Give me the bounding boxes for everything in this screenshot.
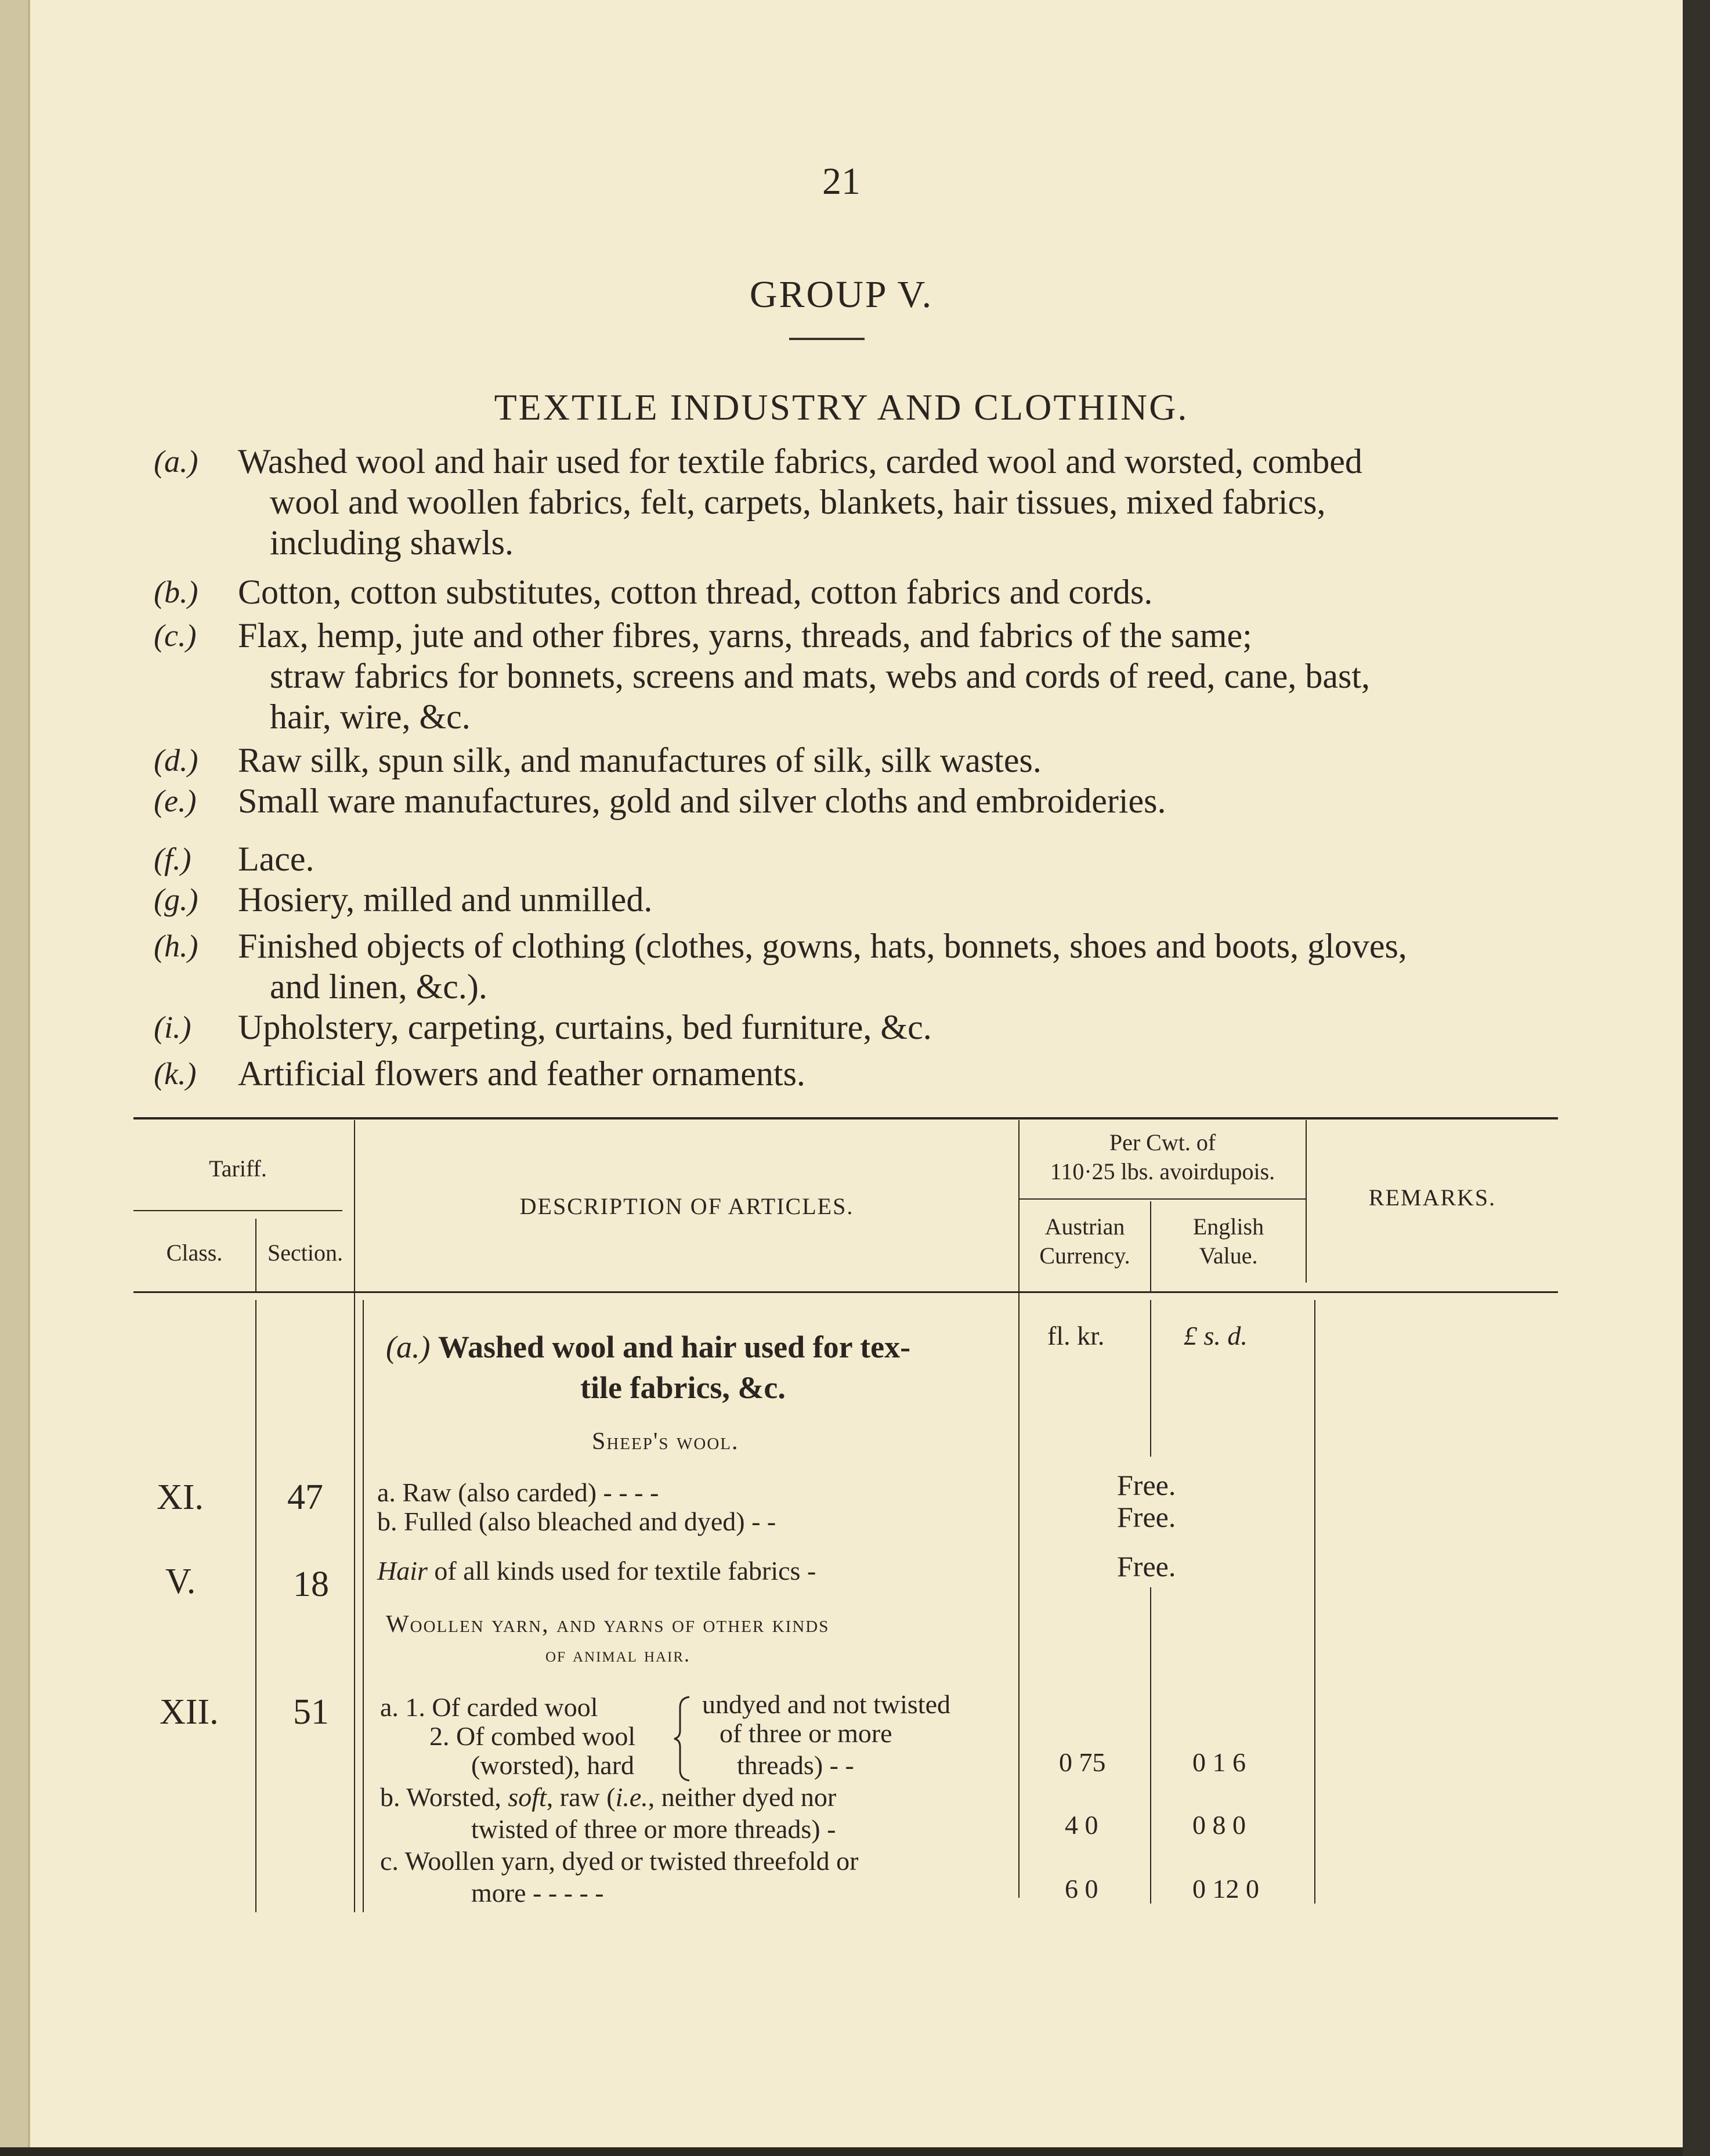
item-text: and linen, &c.). <box>270 967 487 1006</box>
worsted-hard-desc: (worsted), hard <box>471 1750 635 1780</box>
header-per-cwt-2: 110·25 lbs. avoirdupois. <box>1050 1158 1275 1184</box>
item-text: Finished objects of clothing (clothes, gowns, hats, bonnets, shoes and boots, gloves, <box>238 927 1407 965</box>
unit-english: £ s. d. <box>1184 1321 1248 1350</box>
group-heading <box>386 1329 910 1365</box>
item-text: wool and woollen fabrics, felt, carpets, blankets, hair tissues, mixed fabrics, <box>270 483 1326 521</box>
list-item <box>154 781 1558 821</box>
item-label: (k.) <box>154 1056 197 1091</box>
group-title: GROUP V. <box>749 273 934 316</box>
item-text: Artificial flowers and feather ornaments. <box>238 1054 805 1093</box>
hair-desc-rest: of all kinds used for textile fabrics - <box>427 1556 816 1586</box>
fulled-wool-value: Free. <box>1117 1501 1176 1533</box>
section-51: 51 <box>293 1692 329 1732</box>
header-class: Class. <box>166 1240 223 1266</box>
item-label: (f.) <box>154 842 191 876</box>
column-rule <box>1150 1587 1151 1904</box>
book-gutter <box>0 0 28 2147</box>
gutter-edge <box>28 0 30 2147</box>
carded-wool-desc: a. 1. Of carded wool <box>380 1692 598 1722</box>
section-47: 47 <box>287 1478 323 1517</box>
list-item <box>154 926 1558 1007</box>
section-title: TEXTILE INDUSTRY AND CLOTHING. <box>494 387 1189 428</box>
class-xi: XI. <box>157 1478 204 1517</box>
column-rule <box>255 1300 256 1912</box>
header-per-cwt-1: Per Cwt. of <box>1109 1129 1216 1155</box>
fulled-wool-desc: b. Fulled (also bleached and dyed) - - <box>377 1507 776 1536</box>
item-label: (i.) <box>154 1010 191 1045</box>
worsted-soft-desc: b. Worsted, soft, raw (i.e., neither dyed nor <box>380 1782 837 1812</box>
raw-wool-value: Free. <box>1117 1469 1176 1501</box>
soft-worsted-english: 0 8 0 <box>1192 1810 1246 1840</box>
item-text: Lace. <box>238 840 314 878</box>
list-item <box>154 441 1558 563</box>
column-rule <box>1314 1300 1315 1904</box>
item-label: (c.) <box>154 618 197 653</box>
soft-worsted-austrian: 4 0 <box>1065 1810 1098 1840</box>
subheading-yarn-1: Woollen yarn, and yarns of other kinds <box>386 1611 830 1638</box>
item-text: hair, wire, &c. <box>270 698 471 736</box>
class-v: V. <box>165 1562 196 1601</box>
tariff-header-rule <box>133 1210 342 1211</box>
brace-text-1: undyed and not twisted <box>702 1689 950 1719</box>
soft-italic: soft <box>508 1782 547 1812</box>
page-number: 21 <box>822 160 861 203</box>
woollen-yarn-english: 0 12 0 <box>1192 1874 1259 1904</box>
item-label: (g.) <box>154 882 198 917</box>
group-heading-line2: tile fabrics, &c. <box>580 1370 786 1405</box>
item-text: Cotton, cotton substitutes, cotton thread, cotton fabrics and cords. <box>238 573 1153 611</box>
group-heading-label: (a.) <box>386 1330 431 1364</box>
brace-text-3: threads) - - <box>737 1750 854 1780</box>
item-text: Small ware manufactures, gold and silver cloths and embroideries. <box>238 782 1166 820</box>
item-text: Raw silk, spun silk, and manufactures of silk, silk wastes. <box>238 741 1042 779</box>
woollen-yarn-desc: c. Woollen yarn, dyed or twisted threefold or <box>380 1846 859 1876</box>
table-top-rule <box>133 1117 1558 1119</box>
raw-wool-desc: a. Raw (also carded) - - - - <box>377 1478 659 1507</box>
item-label: (h.) <box>154 929 198 963</box>
item-text: Flax, hemp, jute and other fibres, yarns, threads, and fabrics of the same; <box>238 616 1252 655</box>
list-item <box>154 1007 1558 1048</box>
subheading-sheeps-wool: Sheep's wool. <box>592 1428 739 1455</box>
list-item <box>154 879 1558 920</box>
brace-icon <box>672 1695 695 1782</box>
combed-wool-desc: 2. Of combed wool <box>429 1721 636 1751</box>
hair-italic: Hair <box>377 1556 428 1586</box>
page-edge-shadow <box>1683 0 1710 2156</box>
list-item <box>154 740 1558 781</box>
ie-italic: i.e. <box>615 1782 648 1812</box>
table-header-bottom-rule <box>133 1291 1558 1293</box>
header-tariff: Tariff. <box>209 1155 267 1182</box>
section-18: 18 <box>293 1565 329 1604</box>
per-cwt-header-rule <box>1018 1198 1306 1200</box>
item-label: (e.) <box>154 783 197 818</box>
header-austrian-1: Austrian <box>1044 1214 1125 1240</box>
header-remarks: REMARKS. <box>1368 1184 1496 1211</box>
item-label: (b.) <box>154 575 198 609</box>
title-divider <box>789 338 865 340</box>
header-austrian-2: Currency. <box>1039 1243 1130 1269</box>
item-label: (a.) <box>154 444 198 479</box>
hair-value: Free. <box>1117 1550 1176 1583</box>
item-text: Hosiery, milled and unmilled. <box>238 880 653 919</box>
woollen-yarn-desc-2: more - - - - - <box>471 1878 604 1908</box>
column-rule <box>354 1120 355 1912</box>
hard-yarn-austrian: 0 75 <box>1059 1747 1106 1777</box>
column-rule <box>363 1300 364 1912</box>
hard-yarn-english: 0 1 6 <box>1192 1747 1246 1777</box>
header-english-2: Value. <box>1199 1243 1258 1269</box>
unit-austrian: fl. kr. <box>1047 1321 1105 1350</box>
woollen-yarn-austrian: 6 0 <box>1065 1874 1098 1904</box>
item-label: (d.) <box>154 743 198 778</box>
worsted-soft-desc-2: twisted of three or more threads) - <box>471 1814 836 1844</box>
column-rule <box>1150 1300 1151 1457</box>
item-text: Washed wool and hair used for textile fabrics, carded wool and worsted, combed <box>238 442 1362 481</box>
list-item <box>154 615 1558 737</box>
list-item <box>154 839 1558 879</box>
hair-desc <box>377 1555 816 1586</box>
item-text: Upholstery, carpeting, curtains, bed furniture, &c. <box>238 1008 932 1046</box>
header-section: Section. <box>267 1240 343 1266</box>
header-description: DESCRIPTION OF ARTICLES. <box>519 1193 854 1219</box>
item-text: straw fabrics for bonnets, screens and mats, webs and cords of reed, cane, bast, <box>270 657 1371 695</box>
subheading-yarn-2: of animal hair. <box>545 1643 691 1666</box>
list-item <box>154 572 1558 612</box>
item-text: including shawls. <box>270 523 514 562</box>
header-english-1: English <box>1192 1214 1264 1240</box>
group-heading-line1: Washed wool and hair used for tex- <box>438 1330 911 1364</box>
class-xii: XII. <box>160 1692 219 1732</box>
list-item <box>154 1053 1558 1094</box>
brace-text-2: of three or more <box>720 1718 892 1748</box>
